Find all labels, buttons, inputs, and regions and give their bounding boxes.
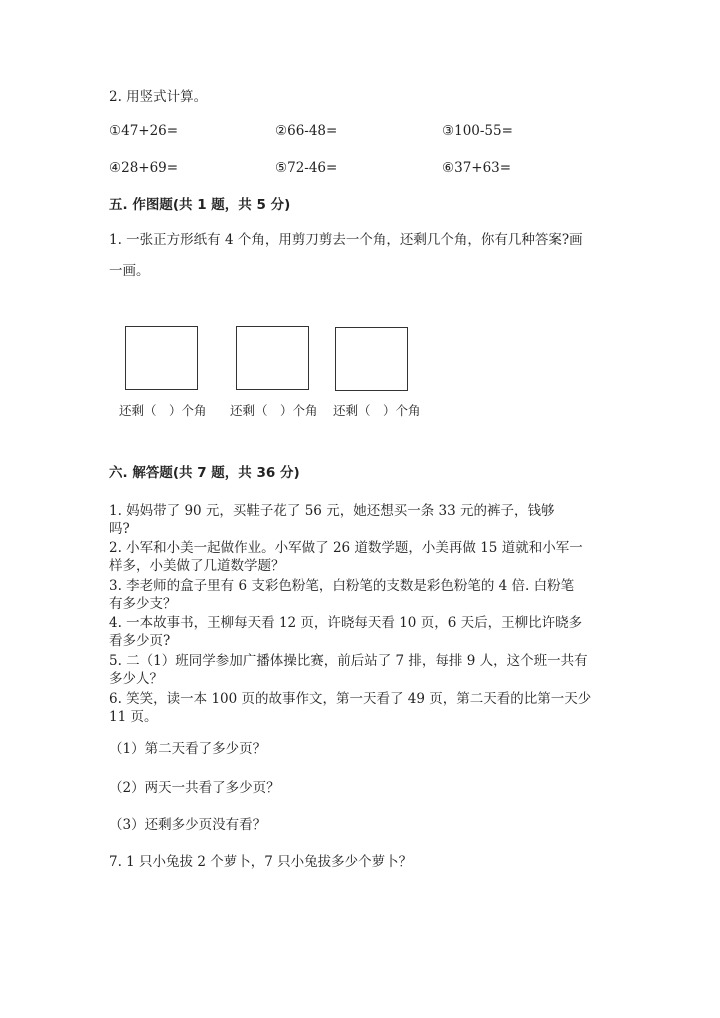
answer-line: 11 页。 bbox=[109, 709, 158, 725]
square-box bbox=[236, 326, 309, 390]
answer-line: 样多，小美做了几道数学题？ bbox=[109, 558, 285, 574]
square-box bbox=[125, 326, 198, 390]
answer-line: 7. 1 只小兔拔 2 个萝卜，7 只小兔拔多少个萝卜？ bbox=[109, 854, 413, 870]
box-label: 还剩（ ）个角 bbox=[119, 403, 207, 418]
sub-question: （3）还剩多少页没有看？ bbox=[109, 817, 267, 833]
sub-question: （1）第二天看了多少页？ bbox=[109, 741, 267, 757]
box-label: 还剩（ ）个角 bbox=[333, 403, 421, 418]
answer-line: 6. 笑笑，读一本 100 页的故事作文，第一天看了 49 页，第二天看的比第一天少 bbox=[109, 691, 592, 707]
calc-item: ③100-55= bbox=[442, 123, 513, 139]
box-label: 还剩（ ）个角 bbox=[230, 403, 318, 418]
answer-line: 5. 二（1）班同学参加广播体操比赛，前后站了 7 排，每排 9 人，这个班一共有 bbox=[109, 653, 588, 669]
answer-line: 1. 妈妈带了 90 元，买鞋子花了 56 元，她还想买一条 33 元的裤子，钱够 bbox=[109, 503, 555, 519]
drawing-question-line: 一画。 bbox=[109, 263, 150, 279]
answer-line: 多少人？ bbox=[109, 671, 163, 687]
drawing-question-line: 1. 一张正方形纸有 4 个角，用剪刀剪去一个角，还剩几个角，你有几种答案?画 bbox=[109, 232, 583, 248]
calc-item: ⑤72-46= bbox=[275, 160, 338, 176]
answer-line: 2. 小军和小美一起做作业。小军做了 26 道数学题，小美再做 15 道就和小军一 bbox=[109, 540, 583, 556]
calc-item: ④28+69= bbox=[109, 160, 179, 176]
section-heading-drawing: 五. 作图题(共 1 题，共 5 分) bbox=[109, 197, 291, 213]
calc-item: ②66-48= bbox=[275, 123, 338, 139]
calc-item: ①47+26= bbox=[109, 123, 179, 139]
answer-line: 看多少页? bbox=[109, 633, 171, 649]
answer-line: 吗? bbox=[109, 521, 130, 537]
answer-line: 4. 一本故事书，王柳每天看 12 页，许晓每天看 10 页，6 天后，王柳比许晓多 bbox=[109, 615, 583, 631]
square-box bbox=[335, 327, 408, 391]
calc-question-title: 2. 用竖式计算。 bbox=[109, 89, 208, 105]
answer-line: 有多少支？ bbox=[109, 596, 177, 612]
sub-question: （2）两天一共看了多少页？ bbox=[109, 780, 280, 796]
answer-line: 3. 李老师的盒子里有 6 支彩色粉笔，白粉笔的支数是彩色粉笔的 4 倍. 白粉笔 bbox=[109, 578, 575, 594]
section-heading-answers: 六. 解答题(共 7 题，共 36 分) bbox=[109, 465, 300, 481]
calc-item: ⑥37+63= bbox=[442, 160, 512, 176]
